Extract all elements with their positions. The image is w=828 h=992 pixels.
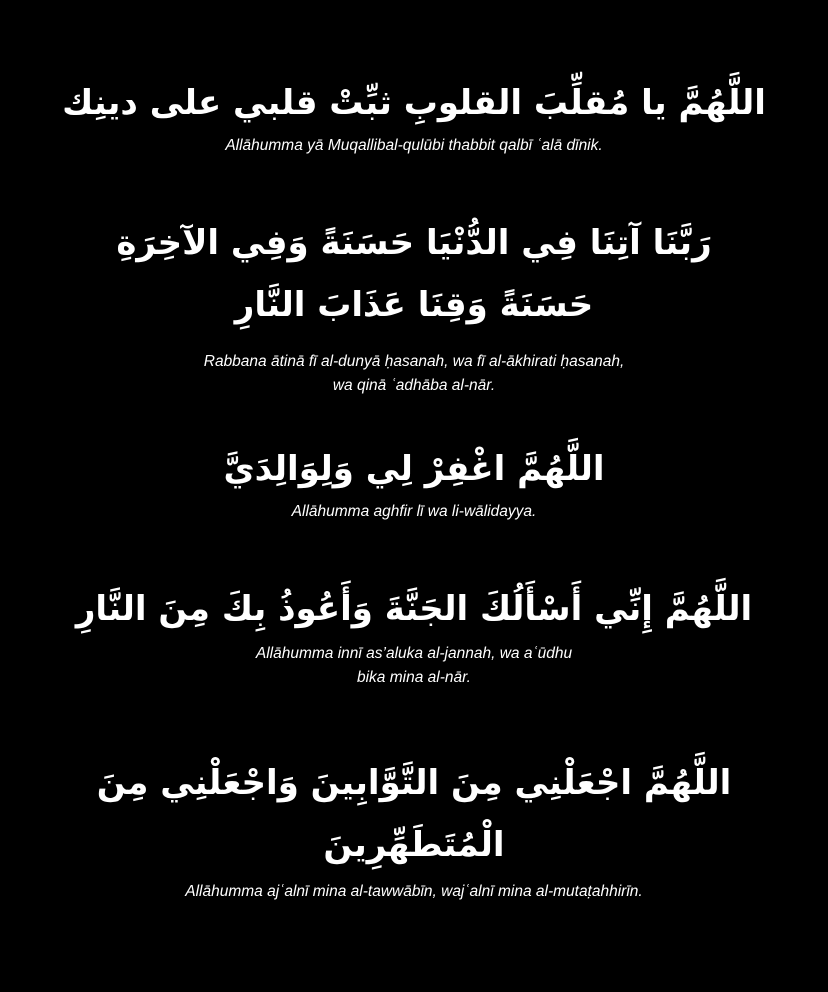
arabic-line: اللَّهُمَّ يا مُقلِّبَ القلوبِ ثبِّتْ قلبي على دينِك	[62, 83, 766, 123]
dua-block	[0, 72, 828, 158]
transliteration-text	[0, 880, 828, 904]
transliteration-text	[0, 642, 828, 690]
dua-block	[0, 752, 828, 904]
dua-block	[0, 212, 828, 398]
arabic-text	[0, 72, 828, 134]
transliteration-line: bika mina al-nār.	[356, 669, 471, 686]
transliteration-line: Allāhumma innī as’aluka al-jannah, wa aʿūdhu	[255, 645, 573, 662]
dua-block	[0, 438, 828, 524]
transliteration-line: Allāhumma aghfir lī wa li-wālidayya.	[291, 503, 537, 520]
arabic-line: حَسَنَةً وَقِنَا عَذَابَ النَّارِ	[234, 285, 594, 325]
arabic-text	[0, 438, 828, 500]
arabic-text	[0, 212, 828, 336]
arabic-line: الْمُتَطَهِّرِينَ	[323, 825, 505, 865]
transliteration-text	[0, 500, 828, 524]
arabic-line: اللَّهُمَّ اغْفِرْ لِي وَلِوَالِدَيَّ	[223, 449, 605, 489]
arabic-text	[0, 578, 828, 640]
arabic-line: اللَّهُمَّ اجْعَلْنِي مِنَ التَّوَّابِينَ وَاجْعَلْنِي مِنَ	[96, 763, 732, 803]
transliteration-line: Allāhumma ajʿalnī mina al-tawwābīn, wajʿalnī mina al-mutaṭahhirīn.	[185, 883, 643, 900]
dua-block	[0, 578, 828, 690]
arabic-text	[0, 752, 828, 876]
transliteration-line: Rabbana ātinā fī al-dunyā ḥasanah, wa fī al-ākhirati ḥasanah,	[203, 353, 625, 370]
transliteration-text	[0, 134, 828, 158]
arabic-line: رَبَّنَا آتِنَا فِي الدُّنْيَا حَسَنَةً وَفِي الآخِرَةِ	[116, 223, 712, 263]
transliteration-line: Allāhumma yā Muqallibal-qulūbi thabbit qalbī ʿalā dīnik.	[225, 137, 603, 154]
transliteration-text	[0, 350, 828, 398]
arabic-line: اللَّهُمَّ إِنِّي أَسْأَلُكَ الجَنَّةَ وَأَعُوذُ بِكَ مِنَ النَّارِ	[75, 589, 753, 629]
transliteration-line: wa qinā ʿadhāba al-nār.	[332, 377, 496, 394]
